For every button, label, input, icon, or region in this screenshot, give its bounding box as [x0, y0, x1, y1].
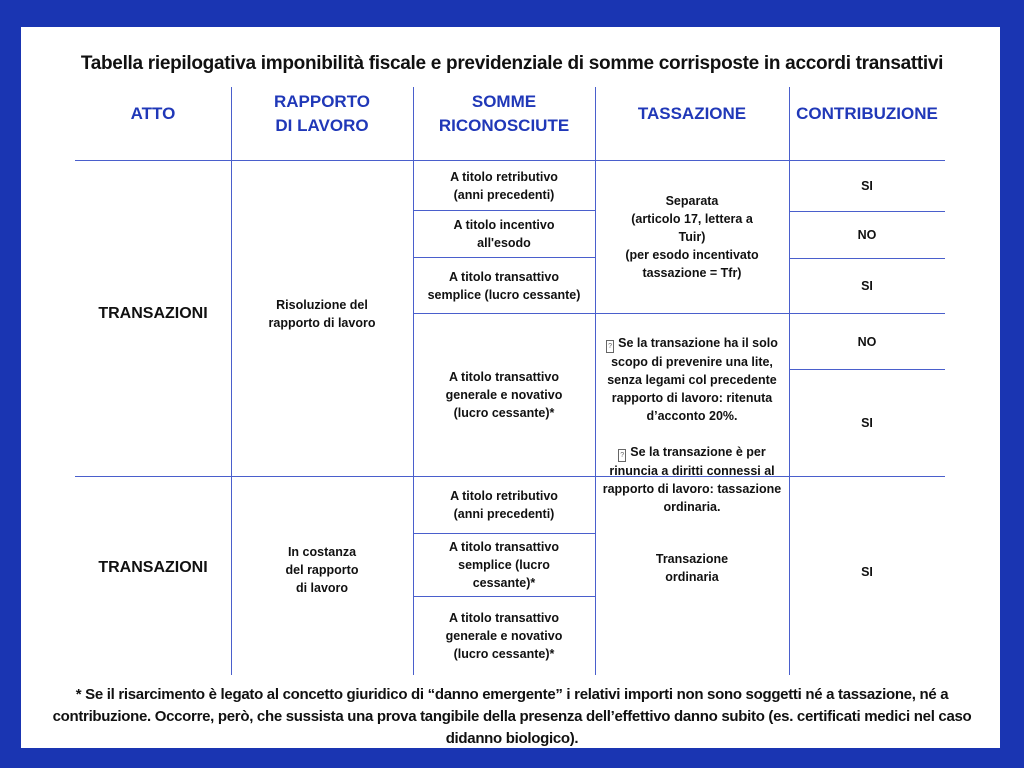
- section1-tassazione-separata: Separata (articolo 17, lettera a Tuir) (per esodo incentivato tassazione = Tfr): [625, 194, 759, 280]
- section2-contribuzione: SI: [861, 565, 873, 579]
- header-atto: ATTO: [130, 104, 176, 123]
- section2-rapporto: In costanza del rapporto di lavoro: [285, 545, 359, 595]
- section1-somme-2: A titolo incentivo all'esodo: [453, 218, 555, 250]
- header-contribuzione: CONTRIBUZIONE: [796, 104, 938, 123]
- section2-somme-2: A titolo transattivo semplice (lucro cessante)*: [449, 540, 559, 590]
- section1-contribuzione-5: SI: [861, 416, 873, 430]
- section1-somme-4: A titolo transattivo generale e novativo (lucro cessante)*: [445, 370, 563, 420]
- header-somme: SOMME RICONOSCIUTE: [438, 92, 570, 135]
- section1-tassazione-conditions: [595, 314, 789, 514]
- section2-somme-1: A titolo retributivo (anni precedenti): [450, 489, 558, 521]
- missing-glyph-icon: ?: [618, 449, 626, 462]
- section1-contribuzione-4: NO: [857, 334, 877, 349]
- section1-somme-3: A titolo transattivo semplice (lucro cessante): [427, 269, 581, 302]
- section2-tassazione: Transazione ordinaria: [655, 552, 729, 584]
- header-rapporto: RAPPORTO DI LAVORO: [273, 92, 371, 135]
- missing-glyph-icon: ?: [606, 340, 614, 353]
- section1-rapporto: Risoluzione del rapporto di lavoro: [268, 297, 376, 330]
- condition-item-1: ? Se la transazione ha il solo scopo di prevenire una lite, senza legami col precedente rapporto di lavoro: ritenuta d’acconto 20%.: [607, 336, 778, 423]
- section1-somme-1: A titolo retributivo (anni precedenti): [450, 169, 558, 202]
- section1-contribuzione-2: NO: [857, 228, 877, 242]
- header-tassazione: TASSAZIONE: [637, 104, 747, 123]
- page-title: Tabella riepilogativa imponibilità fiscale e previdenziale di somme corrisposte in accordi transattivi: [80, 53, 944, 74]
- section1-contribuzione-3: SI: [861, 279, 873, 293]
- section2-somme-3: A titolo transattivo generale e novativo (lucro cessante)*: [445, 611, 563, 661]
- section1-contribuzione-1: SI: [861, 179, 873, 193]
- footnote: * Se il risarcimento è legato al concetto giuridico di “danno emergente” i relativi importi non sono soggetti né a tassazione, né a contribuzione. Occorre, però, che sussista una prova tangibile della presenza dell’effettivo danno subito (es. certificati medici nel caso didanno biologico).: [52, 686, 972, 747]
- section2-atto: TRANSAZIONI: [98, 559, 208, 576]
- condition-item-2: ? Se la transazione è per rinuncia a diritti connessi al rapporto di lavoro: tassazione ordinaria.: [602, 445, 782, 514]
- section1-atto: TRANSAZIONI: [98, 304, 208, 322]
